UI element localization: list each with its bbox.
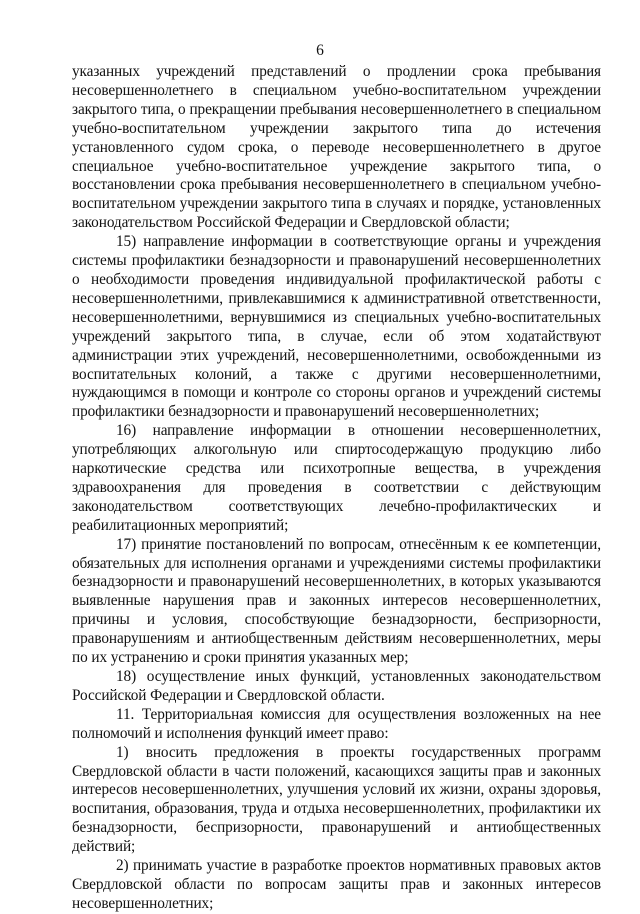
paragraph-right-2: 2) принимать участие в разработке проектов нормативных правовых актов Свердловской области по вопросам защиты прав и законных интересов несовершеннолетних;: [72, 857, 601, 912]
paragraph-section-11: 11. Территориальная комиссия для осуществления возложенных на нее полномочий и исполнения функций имеет право:: [72, 705, 601, 742]
document-body: [72, 63, 601, 914]
paragraph-item-15: 15) направление информации в соответствующие органы и учреждения системы профилактики безнадзорности и правонарушений несовершеннолетних о необходимости проведения индивидуальной профилактической работы с несовершеннолетними, привлекавшимися к административной ответственности, несовершеннолетними, вернувшимися из специальных учебно-воспитательных учреждений закрытого типа, в случае, если об этом ходатайствуют администрации этих учреждений, несовершеннолетними, освобожденными из воспитательных колоний, а также с другими несовершеннолетними, нуждающимся в помощи и контроле со стороны органов и учреждений системы профилактики безнадзорности и правонарушений несовершеннолетних;: [72, 233, 601, 421]
paragraph-right-1: 1) вносить предложения в проекты государственных программ Свердловской области в части положений, касающихся защиты прав и законных интересов несовершеннолетних, улучшения условий их жизни, охраны здоровья, воспитания, образования, труда и отдыха несовершеннолетних, профилактики их безнадзорности, беспризорности, правонарушений и антиобщественных действий;: [72, 743, 601, 856]
paragraph-item-18: 18) осуществление иных функций, установленных законодательством Российской Федерации и Свердловской области.: [72, 668, 601, 704]
page-number: 6: [316, 42, 324, 59]
paragraph-item-17: 17) принятие постановлений по вопросам, отнесённым к ее компетенции, обязательных для исполнения органами и учреждениями системы профилактики безнадзорности и правонарушений несовершеннолетних, в которых указываются выявленные нарушения прав и законных интересов несовершеннолетних, причины и условия, способствующие безнадзорности, беспризорности, правонарушениям и антиобщественным действиям несовершеннолетних, меры по их устранению и сроки принятия указанных мер;: [72, 535, 601, 667]
paragraph-item-16: 16) направление информации в отношении несовершеннолетних, употребляющих алкогольную или спиртосодержащую продукцию либо наркотические средства или психотропные вещества, в учреждения здравоохранения для проведения в соответствии с действующим законодательством соответствующих лечебно-профилактических и реабилитационных мероприятий;: [72, 422, 601, 534]
paragraph-continuation: указанных учреждений представлений о продлении срока пребывания несовершеннолетнего в специальном учебно-воспитательном учреждении закрытого типа, о прекращении пребывания несовершеннолетнего в специальном учебно-воспитательном учреждении закрытого типа до истечения установленного судом срока, о переводе несовершеннолетнего в другое специальное учебно-воспитательное учреждение закрытого типа, о восстановлении срока пребывания несовершеннолетнего в специальном учебно-воспитательном учреждении закрытого типа в случаях и порядке, установленных законодательством Российской Федерации и Свердловской области;: [72, 63, 601, 232]
